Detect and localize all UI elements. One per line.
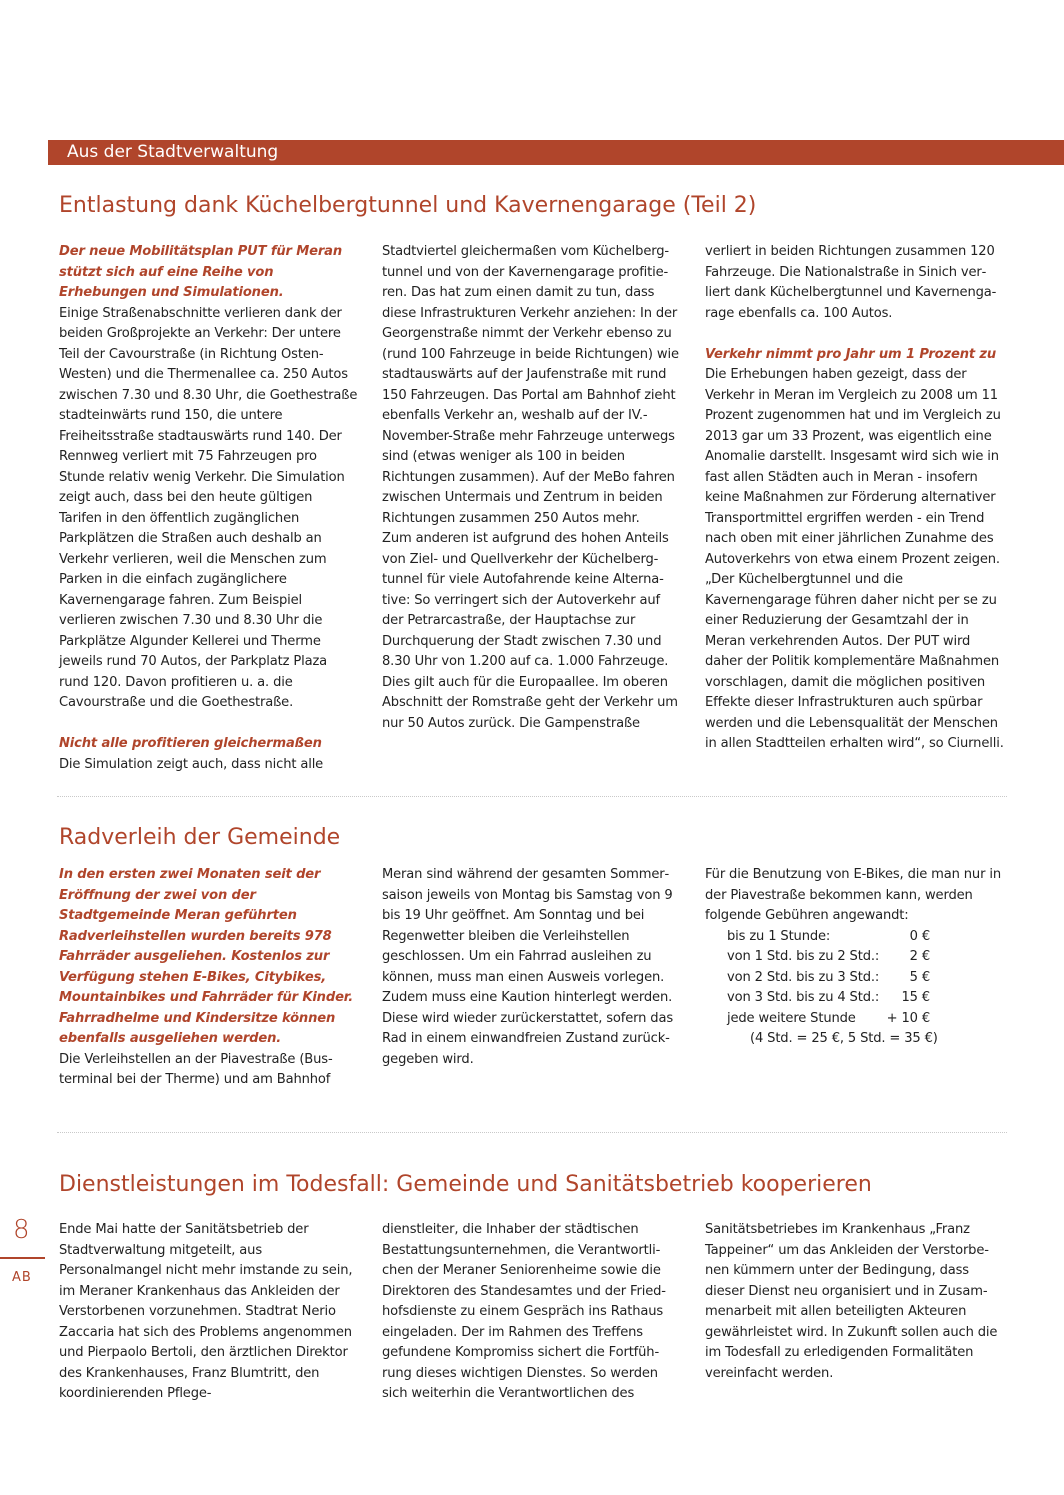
article3-column-3: [705, 1220, 1005, 1384]
article-title-bike-rental: Radverleih der Gemeinde: [59, 825, 341, 850]
fee-price: 5 €: [909, 969, 930, 985]
fee-label: von 3 Std. bis zu 4 Std.:: [727, 990, 880, 1005]
article-title-death-services: Dienstleistungen im Todesfall: Gemeinde und Sanitätsbetrieb kooperieren: [59, 1172, 872, 1197]
fee-row: [727, 1009, 930, 1030]
article1-subhead-2: Verkehr nimmt pro Jahr um 1 Prozent zu: [705, 346, 997, 362]
fee-price: 0 €: [909, 928, 930, 944]
article1-column-3: [705, 242, 1005, 755]
article2-lead: In den ersten zwei Monaten seit der Eröffnung der zwei von der Stadtgemeinde Meran geführten Radverleihstellen wurden bereits 978 Fahrräder ausgeliehen. Kostenlos zur Verfügung stehen E-Bikes, Citybikes, Mountainbikes und Fahrräder für Kinder. Fahrradhelme und Kindersitze können ebenfalls ausgeliehen werden.: [59, 867, 354, 1046]
section-divider: [57, 1132, 1007, 1133]
fee-table: [705, 927, 1005, 1030]
article1-paragraph-4: Die Erhebungen haben gezeigt, dass der Verkehr in Meran im Vergleich zu 2008 um 11 Prozent zugenommen hat und im Vergleich zu 2013 gar um 33 Prozent, was eigentlich eine Anomalie darstellt. Insgesamt wird sich wie in fast allen Städten auch in Meran - insofern keine Maßnahmen zur Förderung alternativer Transportmittel ergriffen werden - ein Trend nach oben mit einer jährlichen Zunahme des Autoverkehrs von etwa einem Prozent zeigen. „Der Küchelbergtunnel und die Kavernengarage führen daher nicht per se zu einer Reduzierung der Gesamtzahl der in Meran verkehrenden Autos. Der PUT wird daher der Politik komplementäre Maßnahmen vorschlagen, damit die möglichen positiven Effekte dieser Infrastrukturen auch spürbar werden und die Lebensqualität der Menschen in allen Stadtteilen erhalten wird“, so Ciurnelli.: [705, 367, 1004, 751]
section-header-bar: [48, 140, 1064, 165]
fee-row: [727, 968, 930, 989]
fee-note: (4 Std. = 25 €, 5 Std. = 35 €): [750, 1031, 938, 1046]
article2-paragraph-2: Für die Benutzung von E-Bikes, die man nur in der Piavestraße bekommen kann, werden folgende Gebühren angewandt:: [705, 867, 1001, 923]
fee-price: 2 €: [909, 949, 930, 964]
article2-column-2: [382, 865, 682, 1070]
fee-label: von 2 Std. bis zu 3 Std.:: [727, 969, 880, 985]
article2-paragraph-1-cont: Meran sind während der gesamten Sommersaison jeweils von Montag bis Samstag von 9 bis 19 Uhr geöffnet. Am Sonntag und bei Regenwetter bleiben die Verleihstellen geschlossen. Um ein Fahrrad ausleihen zu können, muss man einen Ausweis vorlegen. Zudem muss eine Kaution hinterlegt werden. Diese wird wieder zurückerstattet, sofern das Rad in einem einwandfreien Zustand zurückgegeben wird.: [382, 867, 673, 1067]
section-divider: [57, 796, 1007, 797]
article1-lead: Der neue Mobilitätsplan PUT für Meran stützt sich auf eine Reihe von Erhebungen und Simulationen.: [59, 244, 343, 300]
article1-column-2: [382, 242, 682, 734]
article1-paragraph-2-start: Die Simulation zeigt auch, dass nicht alle: [59, 756, 324, 772]
page-number-rule: [0, 1257, 45, 1259]
fee-label: bis zu 1 Stunde:: [727, 928, 831, 944]
magazine-logo: AB: [12, 1270, 32, 1285]
article2-column-3: [705, 865, 1005, 1050]
fee-price: 15 €: [901, 990, 930, 1005]
article3-paragraph-1: Ende Mai hatte der Sanitätsbetrieb der Stadtverwaltung mitgeteilt, aus Personalmangel nicht mehr imstande zu sein, im Meraner Krankenhaus das Ankleiden der Verstorbenen vorzunehmen. Stadtrat Nerio Zaccaria hat sich des Problems angenommen und Pierpaolo Bertoli, den ärztlichen Direktor des Krankenhauses, Franz Blumtritt, den koordinierenden Pflege-: [59, 1222, 353, 1401]
article3-column-2: [382, 1220, 682, 1405]
fee-label: jede weitere Stunde: [727, 1010, 856, 1026]
article2-column-1: [59, 865, 359, 1091]
article1-paragraph-3-cont: verliert in beiden Richtungen zusammen 120 Fahrzeuge. Die Nationalstraße in Sinich verliert dank Küchelbergtunnel und Kavernengarage ebenfalls ca. 100 Autos.: [705, 244, 997, 321]
section-label: Aus der Stadtverwaltung: [67, 142, 279, 162]
article1-column-1: [59, 242, 359, 775]
page-number: 8: [13, 1215, 30, 1245]
article2-paragraph-1-start: Die Verleihstellen an der Piavestraße (Busterminal bei der Therme) und am Bahnhof: [59, 1051, 333, 1087]
fee-price: + 10 €: [886, 1010, 930, 1026]
fee-label: von 1 Std. bis zu 2 Std.:: [727, 949, 880, 964]
article1-paragraph-3: Zum anderen ist aufgrund des hohen Anteils von Ziel- und Quellverkehr der Küchelbergtunnel für viele Autofahrende keine Alternative: So verringert sich der Autoverkehr auf der Petrarcastraße, der Hauptachse zur Durchquerung der Stadt zwischen 7.30 und 8.30 Uhr von 1.200 auf ca. 1.000 Fahrzeuge. Dies gilt auch für die Europaallee. Im oberen Abschnitt der Romstraße geht der Verkehr um nur 50 Autos zurück. Die Gampenstraße: [382, 531, 678, 731]
article3-paragraph-1-cont: dienstleiter, die Inhaber der städtischen Bestattungsunternehmen, die Verantwortlichen der Meraner Seniorenheime sowie die Direktoren des Standesamtes und der Friedhofsdienste zu einem Gespräch ins Rathaus eingeladen. Der im Rahmen des Treffens gefundene Kompromiss sichert die Fortführung dieses wichtigen Dienstes. So werden sich weiterhin die Verantwortlichen des: [382, 1222, 667, 1401]
article1-subhead-1: Nicht alle profitieren gleichermaßen: [59, 736, 322, 751]
fee-row: [727, 947, 930, 968]
article3-paragraph-1-end: Sanitätsbetriebes im Krankenhaus „Franz Tappeiner“ um das Ankleiden der Verstorbenen kümmern unter der Bedingung, dass dieser Dienst neu organisiert und in Zusammenarbeit mit allen beteiligten Akteuren gewährleistet wird. In Zukunft sollen auch die im Todesfall zu erledigenden Formalitäten vereinfacht werden.: [705, 1222, 998, 1381]
fee-row: [727, 927, 930, 948]
article3-column-1: [59, 1220, 359, 1405]
article1-paragraph-2-cont: Stadtviertel gleichermaßen vom Küchelbergtunnel und von der Kavernengarage profitieren. Das hat zum einen damit zu tun, dass diese Infrastrukturen Verkehr anziehen: In der Georgenstraße nimmt der Verkehr ebenso zu (rund 100 Fahrzeuge in beide Richtungen) wie stadtauswärts auf der Jaufenstraße mit rund 150 Fahrzeugen. Das Portal am Bahnhof zieht ebenfalls Verkehr an, weshalb auf der IV.-November-Straße mehr Fahrzeuge unterwegs sind (etwas weniger als 100 in beiden Richtungen zusammen). Auf der MeBo fahren zwischen Untermais und Zentrum in beiden Richtungen zusammen 250 Autos mehr.: [382, 244, 679, 526]
article-title-traffic: Entlastung dank Küchelbergtunnel und Kavernengarage (Teil 2): [59, 193, 757, 218]
article1-paragraph-1: Einige Straßenabschnitte verlieren dank der beiden Großprojekte an Verkehr: Der untere Teil der Cavourstraße (in Richtung Osten-Westen) und die Thermenallee ca. 250 Autos zwischen 7.30 und 8.30 Uhr, die Goethestraße stadteinwärts rund 150, die untere Freiheitsstraße stadtauswärts rund 140. Der Rennweg verliert mit 75 Fahrzeugen pro Stunde relativ wenig Verkehr. Die Simulation zeigt auch, dass bei den heute gültigen Tarifen in den öffentlich zugänglichen Parkplätzen die Straßen auch deshalb an Verkehr verlieren, weil die Menschen zum Parken in die einfach zugänglichere Kavernengarage fahren. Zum Beispiel verlieren zwischen 7.30 und 8.30 Uhr die Parkplätze Algunder Kellerei und Therme jeweils rund 70 Autos, der Parkplatz Plaza rund 120. Davon profitieren u. a. die Cavourstraße und die Goethestraße.: [59, 305, 358, 710]
fee-row: [727, 988, 930, 1009]
